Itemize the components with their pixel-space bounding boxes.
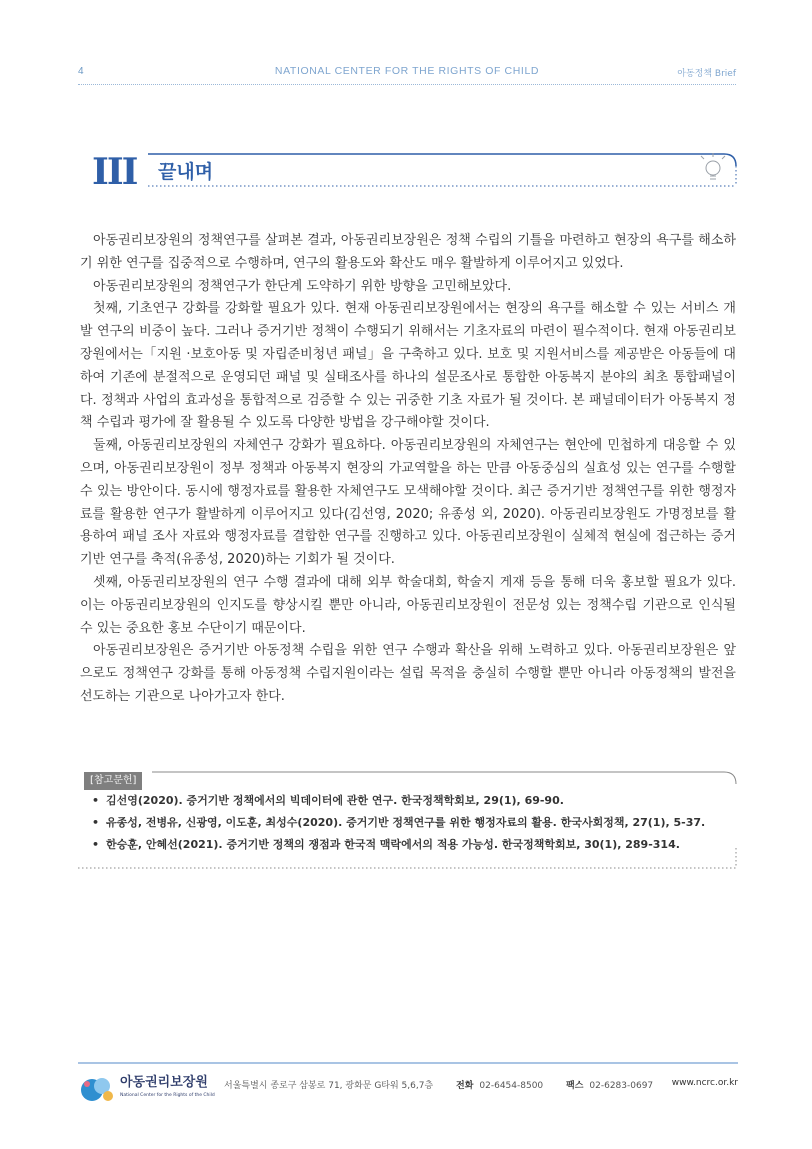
paragraph: 둘째, 아동권리보장원의 자체연구 강화가 필요하다. 아동권리보장원의 자체연구는 현안에 민첩하게 대응할 수 있으며, 아동권리보장원이 정부 정책과 아동복지 현장의 가교역할을 하는 만큼 아동중심의 실효성 있는 연구를 수행할 수 있는 방안이다. 동시에 행정자료를 활용한 자체연구도 모색해야할 것이다. 최근 증거기반 정책연구를 위한 행정자료를 활용한 연구가 활발하게 이루어지고 있다(김선영, 2020; 유종성 외, 2020). 아동권리보장원도 가명정보를 활용하여 패널 조사 자료와 행정자료를 결합한 연구를 진행하고 있다. 아동권리보장원이 실체적 현실에 접근하는 증거기반 연구를 축적(유종성, 2020)하는 기회가 될 것이다.: [80, 438, 736, 568]
fax-number: 02-6283-0697: [589, 1081, 654, 1091]
org-name: 아동권리보장원: [120, 1075, 208, 1090]
phone-label: 전화: [456, 1081, 474, 1091]
section-title: 끝내며: [158, 161, 214, 183]
paragraph: 아동권리보장원의 정책연구를 살펴본 결과, 아동권리보장원은 정책 수립의 기틀을 마련하고 현장의 욕구를 해소하기 위한 연구를 집중적으로 수행하며, 연구의 활용도와 확산도 매우 활발하게 이루어지고 있었다.: [80, 233, 736, 271]
list-item: • 유종성, 전병유, 신광영, 이도훈, 최성수(2020). 증거기반 정책연구를 위한 행정자료의 활용. 한국사회정책, 27(1), 5-37.: [92, 812, 705, 834]
lightbulb-icon: [701, 153, 725, 179]
list-item: • 김선영(2020). 증거기반 정책에서의 빅데이터에 관한 연구. 한국정책학회보, 29(1), 69-90.: [92, 790, 705, 812]
section-heading: [78, 150, 738, 196]
paragraph: 아동권리보장원의 정책연구가 한단계 도약하기 위한 방향을 고민해보았다.: [93, 278, 512, 294]
footer-divider: [78, 1062, 738, 1064]
section-numeral: III: [92, 151, 137, 193]
page-footer: [78, 1062, 738, 1112]
org-english-name: National Center for the Rights of the Child: [120, 1093, 215, 1098]
paragraph: 아동권리보장원은 증거기반 아동정책 수립을 위한 연구 수행과 확산을 위해 노력하고 있다. 아동권리보장원은 앞으로도 정책연구 강화를 통해 아동정책 수립지원이라는 설립 목적을 충실히 수행할 뿐만 아니라 아동정책의 발전을 선도하는 기관으로 나아가고자 한다.: [80, 643, 736, 704]
list-item: • 한승훈, 안혜선(2021). 증거기반 정책의 쟁점과 한국적 맥락에서의 적용 가능성. 한국정책학회보, 30(1), 289-314.: [92, 834, 705, 856]
page-header: [78, 62, 736, 84]
footer-fax: [566, 1078, 653, 1091]
phone-number: 02-6454-8500: [479, 1081, 544, 1091]
footer-phone: [456, 1078, 543, 1091]
footer-address: 서울특별시 종로구 삼봉로 71, 광화문 G타워 5,6,7층: [224, 1081, 434, 1091]
header-right-title: 아동정책 Brief: [677, 69, 736, 79]
org-logo: [78, 1074, 228, 1108]
references-list: [92, 790, 705, 856]
references-label: [참고문헌]: [84, 772, 142, 790]
paragraph: 첫째, 기초연구 강화를 강화할 필요가 있다. 현재 아동권리보장원에서는 현장의 욕구를 해소할 수 있는 서비스 개발 연구의 비중이 높다. 그러나 증거기반 정책이 수행되기 위해서는 기초자료의 마련이 필수적이다. 현재 아동권리보장원에서는「지원 ·보호아동 및 자립준비청년 패널」을 구축하고 있다. 보호 및 지원서비스를 제공받은 아동들에 대하여 기존에 분절적으로 운영되던 패널 및 실태조사를 하나의 설문조사로 통합한 아동복지 분야의 최초 통합패널이다. 정책과 사업의 효과성을 통합적으로 검증할 수 있는 귀중한 기초 자료가 될 것이다. 본 패널데이터가 아동복지 정책 수립과 평가에 잘 활용될 수 있도록 다양한 방법을 강구해야할 것이다.: [80, 301, 736, 431]
footer-website[interactable]: www.ncrc.or.kr: [671, 1078, 738, 1088]
paragraph: 셋째, 아동권리보장원의 연구 수행 결과에 대해 외부 학술대회, 학술지 게재 등을 통해 더욱 홍보할 필요가 있다. 이는 아동권리보장원의 인지도를 향상시킬 뿐만 아니라, 아동권리보장원이 전문성 있는 정책수립 기관으로 인식될 수 있는 중요한 홍보 수단이기 때문이다.: [80, 574, 736, 636]
fax-label: 팩스: [566, 1081, 584, 1091]
body-text: [80, 230, 736, 709]
header-center-title: NATIONAL CENTER FOR THE RIGHTS OF CHILD: [274, 65, 540, 77]
references-box: [78, 768, 738, 872]
header-divider: [78, 84, 736, 85]
page-number: 4: [78, 66, 84, 77]
logo-icon: [78, 1074, 118, 1104]
